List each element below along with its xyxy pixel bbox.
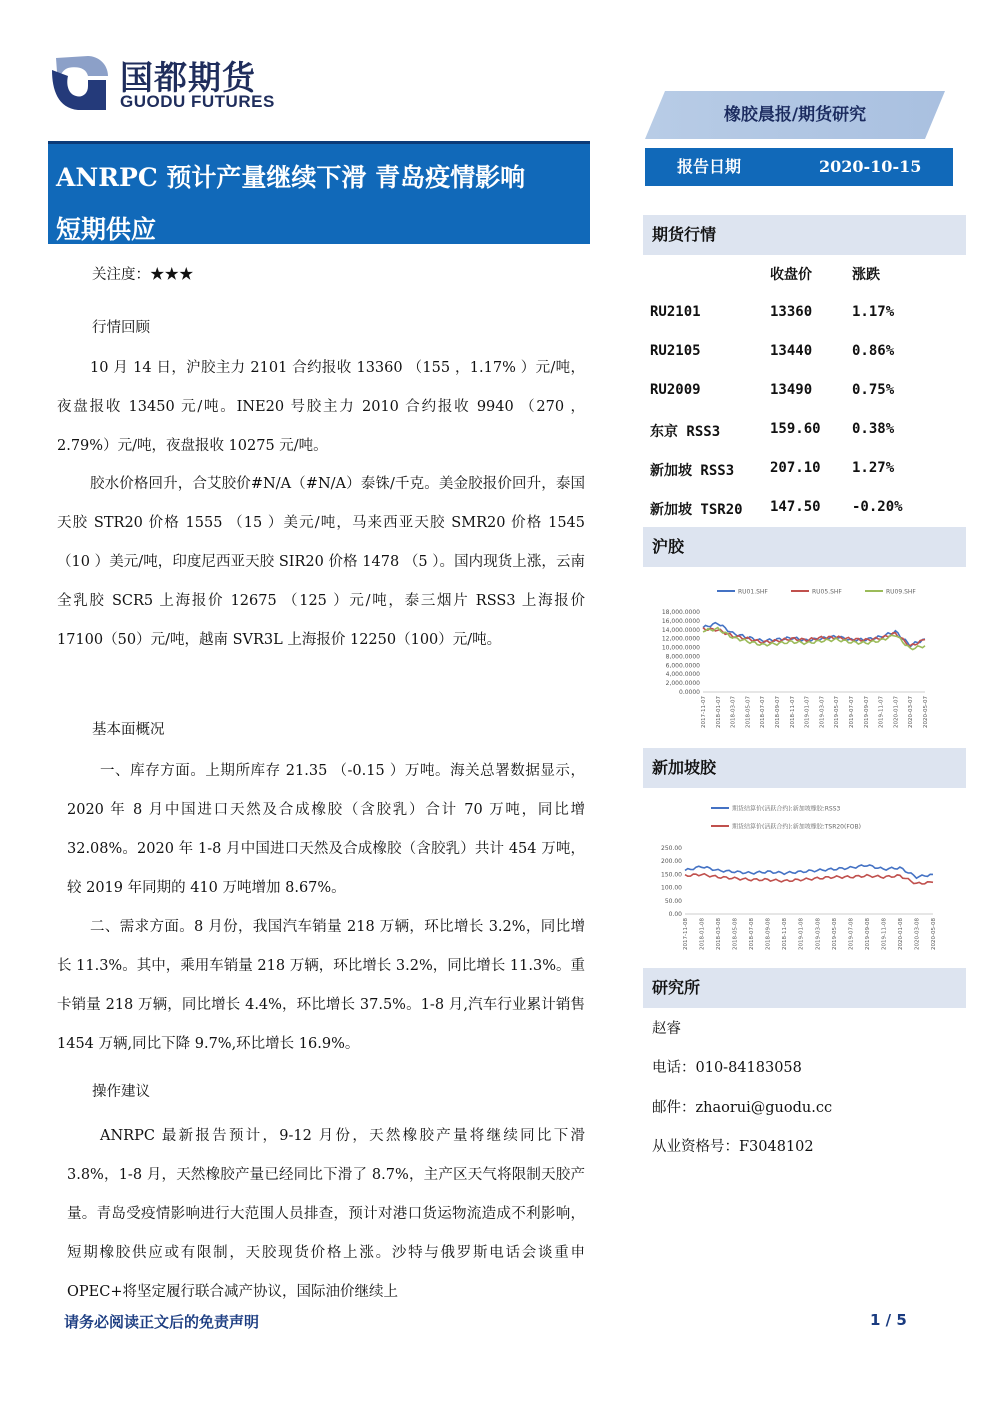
x-tick-label: 2019-07-07 <box>849 696 855 728</box>
x-tick-label: 2018-01-07 <box>715 696 722 728</box>
review-paragraph-2: 胶水价格回升，合艾胶价#N/A（#N/A）泰铢/千克。美金胶报价回升，泰国天胶 STR20 价格 1555 （15 ）美元/吨，马来西亚天胶 SMR20 价格 1545 （10 ）美元/吨，印度尼西亚天胶 SIR20 价格 1478 （5 ）。国内现货上涨，云南全乳胶 SCR5 上海报价 12675 （125 ）元/吨，泰三烟片 RSS3 上海报价 17100（50）元/吨，越南 SVR3L 上海报价 12250（100）元/吨。 <box>57 476 585 648</box>
y-tick-label: 8,000.0000 <box>665 653 700 661</box>
analyst-email: 邮件：zhaorui@guodu.cc <box>652 1100 833 1116</box>
close-price: 147.50 <box>770 499 821 515</box>
y-tick-label: 150.00 <box>661 871 682 879</box>
table-row <box>650 382 960 404</box>
legend-label: RU01.SHF <box>738 588 768 596</box>
x-tick-label: 2020-03-08 <box>914 918 921 950</box>
report-title-box <box>48 141 590 244</box>
legend-label: 期货结算价(活跃合约):新加坡橡胶:RSS3 <box>732 805 841 813</box>
company-logo <box>48 50 298 120</box>
review-paragraph-1: 10 月 14 日，沪胶主力 2101 合约报收 13360 （155 ，1.17% ）元/吨，夜盘报收 13450 元/吨。INE20 号胶主力 2010 合约报收 9940 （270 ，2.79%）元/吨，夜盘报收 10275 元/吨。 <box>57 360 585 454</box>
y-tick-label: 0.0000 <box>679 689 700 696</box>
fundamentals-paragraph-1: 一、库存方面。上期所库存 21.35 （-0.15 ）万吨。海关总署数据显示，2020 年 8 月中国进口天然及合成橡胶（含胶乳）合计 70 万吨，同比增 32.08%。2020 年 1-8 月中国进口天然及合成橡胶（含胶乳）共计 454 万吨，较 2019 年同期的 410 万吨增加 8.67%。 <box>67 763 585 896</box>
x-tick-label: 2019-11-07 <box>878 696 885 728</box>
y-tick-label: 200.00 <box>661 858 682 866</box>
close-price: 159.60 <box>770 421 821 437</box>
legend-label: 期货结算价(活跃合约):新加坡橡胶:TSR20(FOB) <box>732 823 861 831</box>
x-tick-label: 2020-05-07 <box>923 696 929 728</box>
market-section-header: 期货行情 <box>643 215 966 255</box>
table-row <box>650 499 960 521</box>
analyst-name: 赵睿 <box>652 1021 681 1037</box>
x-tick-label: 2019-07-08 <box>848 918 855 950</box>
y-tick-label: 2,000.0000 <box>665 680 700 688</box>
x-tick-label: 2019-01-08 <box>798 918 805 950</box>
price-change: 0.86% <box>852 343 895 359</box>
table-row <box>650 421 960 443</box>
x-tick-label: 2017-11-08 <box>683 918 689 950</box>
y-tick-label: 6,000.0000 <box>665 662 700 670</box>
x-tick-label: 2019-11-08 <box>881 918 888 950</box>
y-tick-label: 0.00 <box>668 911 682 918</box>
contract-name: 东京 RSS3 <box>650 424 721 440</box>
contract-name: RU2009 <box>650 382 701 398</box>
price-change: 0.75% <box>852 382 895 398</box>
market-table-header <box>650 264 960 286</box>
disclaimer-note: 请务必阅读正文后的免责声明 <box>64 1313 260 1331</box>
x-tick-label: 2017-11-07 <box>701 696 707 728</box>
x-tick-label: 2018-09-08 <box>765 918 772 950</box>
x-tick-label: 2020-03-07 <box>908 696 915 728</box>
x-tick-label: 2018-03-08 <box>716 918 723 950</box>
guodu-logo-icon <box>48 50 114 116</box>
report-date-label: 报告日期 <box>677 157 742 176</box>
close-price: 13440 <box>770 343 813 359</box>
x-tick-label: 2019-01-07 <box>804 696 811 728</box>
x-tick-label: 2018-09-07 <box>775 696 781 728</box>
shfe-rubber-chart <box>645 577 965 737</box>
analyst-license: 从业资格号：F3048102 <box>652 1139 814 1155</box>
advice-paragraph-1: ANRPC 最新报告预计，9-12 月份，天然橡胶产量将继续同比下滑 3.8%，1-8 月，天然橡胶产量已经同比下滑了 8.7%，主产区天气将限制天胶产量。青岛受疫情影响进行大范围人员排查，预计对港口货运物流造成不利影响，短期橡胶供应或有限制，天胶现货价格上涨。沙特与俄罗斯电话会谈重申 OPEC+将坚定履行联合减产协议，国际油价继续上 <box>67 1128 585 1300</box>
x-tick-label: 2018-11-08 <box>782 918 789 950</box>
x-tick-label: 2019-03-08 <box>815 918 822 950</box>
contract-name: RU2105 <box>650 343 701 359</box>
close-price: 13360 <box>770 304 813 320</box>
y-tick-label: 14,000.0000 <box>661 626 700 634</box>
y-tick-label: 4,000.0000 <box>665 671 700 679</box>
analyst-phone: 电话：010-84183058 <box>652 1060 802 1076</box>
x-tick-label: 2018-05-07 <box>745 696 752 728</box>
col-close-header: 收盘价 <box>770 267 812 283</box>
sgx-rubber-chart <box>645 798 965 958</box>
report-date-bar <box>645 148 953 186</box>
x-tick-label: 2019-09-07 <box>863 696 870 728</box>
close-price: 13490 <box>770 382 813 398</box>
x-tick-label: 2019-09-08 <box>864 918 871 950</box>
close-price: 207.10 <box>770 460 821 476</box>
x-tick-label: 2019-05-07 <box>834 696 841 728</box>
x-tick-label: 2018-05-08 <box>732 918 739 950</box>
price-change: -0.20% <box>852 499 903 515</box>
sgx-chart-header: 新加坡胶 <box>643 748 966 788</box>
price-change: 1.27% <box>852 460 895 476</box>
y-tick-label: 100.00 <box>661 884 682 892</box>
series-line <box>685 874 933 884</box>
y-tick-label: 16,000.0000 <box>661 617 700 625</box>
table-row <box>650 460 960 482</box>
price-change: 0.38% <box>852 421 895 437</box>
y-tick-label: 12,000.0000 <box>661 635 700 643</box>
x-tick-label: 2019-05-08 <box>831 918 838 950</box>
contract-name: 新加坡 RSS3 <box>650 463 735 479</box>
x-tick-label: 2018-01-08 <box>699 918 706 950</box>
contract-name: 新加坡 TSR20 <box>650 502 743 518</box>
y-tick-label: 250.00 <box>661 845 682 852</box>
report-category: 橡胶晨报/期货研究 <box>723 105 867 125</box>
brand-name-cn: 国都期货 <box>120 58 256 97</box>
advice-heading: 操作建议 <box>92 1084 150 1100</box>
x-tick-label: 2020-05-08 <box>931 918 937 950</box>
y-tick-label: 10,000.0000 <box>661 644 700 652</box>
y-tick-label: 18,000.0000 <box>661 609 700 616</box>
report-title-line2: 短期供应 <box>56 215 157 244</box>
review-heading: 行情回顾 <box>92 320 150 336</box>
page-number: 1 / 5 <box>870 1311 907 1329</box>
x-tick-label: 2018-11-07 <box>789 696 796 728</box>
legend-label: RU05.SHF <box>812 588 842 596</box>
price-change: 1.17% <box>852 304 895 320</box>
x-tick-label: 2018-07-07 <box>760 696 767 728</box>
col-change-header: 涨跌 <box>852 267 880 283</box>
legend-label: RU09.SHF <box>886 588 916 596</box>
x-tick-label: 2020-01-07 <box>893 696 900 728</box>
table-row <box>650 304 960 326</box>
x-tick-label: 2020-01-08 <box>897 918 904 950</box>
fundamentals-paragraph-2: 二、需求方面。8 月份，我国汽车销量 218 万辆，环比增长 3.2%，同比增长 11.3%。其中，乘用车销量 218 万辆，环比增长 3.2%，同比增长 11.3%。重卡销量 218 万辆，同比增长 4.4%，环比增长 37.5%。1-8 月,汽车行业累计销售 1454 万辆,同比下降 9.7%,环比增长 16.9%。 <box>57 919 585 1052</box>
research-section-header: 研究所 <box>643 968 966 1008</box>
report-date-value: 2020-10-15 <box>819 157 922 176</box>
y-tick-label: 50.00 <box>664 897 682 905</box>
x-tick-label: 2019-03-07 <box>819 696 826 728</box>
table-row <box>650 343 960 365</box>
shfe-chart-header: 沪胶 <box>643 527 966 567</box>
x-tick-label: 2018-07-08 <box>749 918 756 950</box>
report-title-line1: ANRPC 预计产量继续下滑 青岛疫情影响 <box>56 163 526 192</box>
fundamentals-heading: 基本面概况 <box>92 722 165 738</box>
contract-name: RU2101 <box>650 304 701 320</box>
x-tick-label: 2018-03-07 <box>730 696 737 728</box>
brand-name-en: GUODU FUTURES <box>120 92 275 111</box>
attention-rating: 关注度：★★★ <box>92 267 194 283</box>
